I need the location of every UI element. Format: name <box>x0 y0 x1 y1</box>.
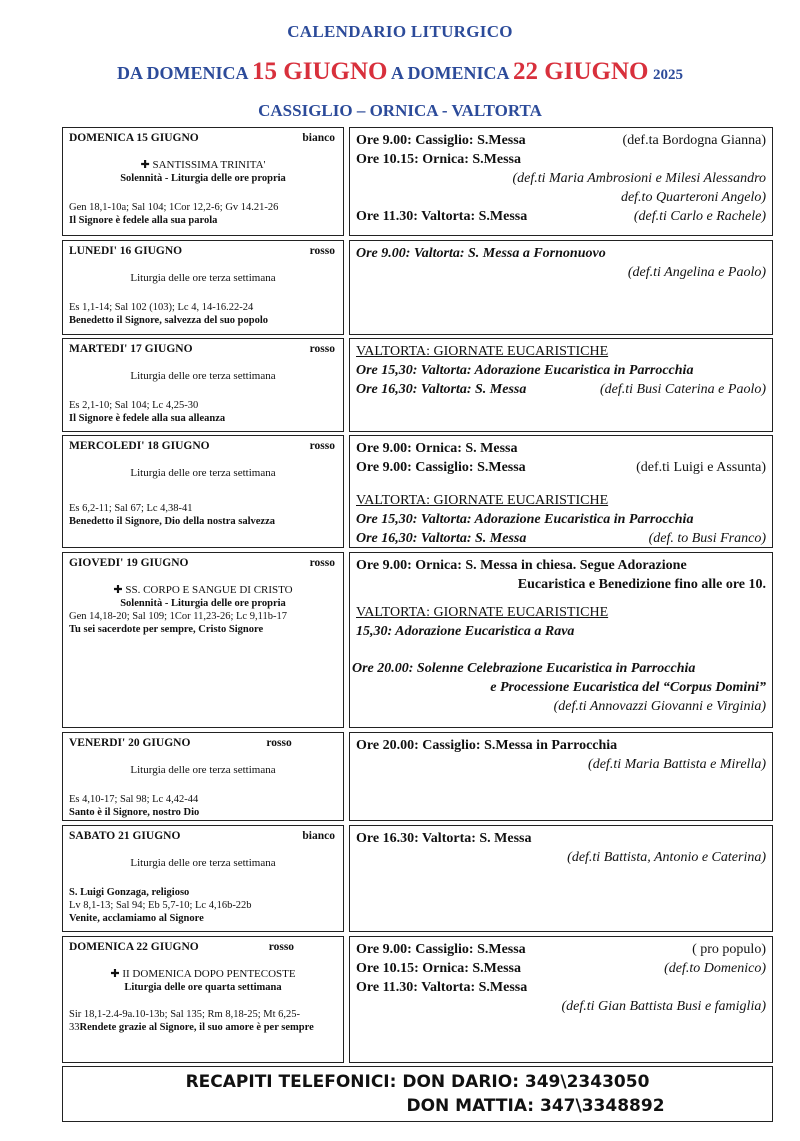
mass-time: Ore 9.00: Cassiglio: S.Messa <box>356 460 526 475</box>
psalm-response: Benedetto il Signore, Dio della nostra salvezza <box>69 516 275 527</box>
psalm-response: Benedetto il Signore, salvezza del suo popolo <box>69 315 269 326</box>
day-info-sun-22 <box>62 936 344 1063</box>
readings: Es 1,1-14; Sal 102 (103); Lc 4, 14-16.22-24 <box>69 302 254 313</box>
mass-note: (def.ti Battista, Antonio e Caterina) <box>567 850 766 865</box>
year: 2025 <box>652 67 683 83</box>
psalm-response: Il Signore è fedele alla sua alleanza <box>69 413 226 424</box>
day-info-mon-16 <box>62 240 344 335</box>
mass-time: Ore 9.00: Valtorta: S. Messa a Fornonuovo <box>356 246 606 261</box>
day-schedule-fri-20 <box>349 732 773 821</box>
readings: Es 4,10-17; Sal 98; Lc 4,42-44 <box>69 794 199 805</box>
day-schedule-sat-21 <box>349 825 773 932</box>
phone-contacts <box>62 1066 773 1122</box>
day-name: VENERDI' 20 GIUGNO <box>69 737 191 749</box>
section-heading: VALTORTA: GIORNATE EUCARISTICHE <box>356 493 609 508</box>
readings-cont: 33 <box>69 1022 80 1033</box>
contact-line-dario: RECAPITI TELEFONICI: DON DARIO: 349\2343050 <box>185 1072 650 1092</box>
liturgical-color: rosso <box>268 941 295 953</box>
mass-time: Ore 16,30: Valtorta: S. Messa <box>356 531 527 546</box>
section-heading: VALTORTA: GIORNATE EUCARISTICHE <box>356 605 609 620</box>
liturgical-color: rosso <box>309 557 335 569</box>
liturgical-color: rosso <box>309 245 335 257</box>
liturgy-hours: Liturgia delle ore terza settimana <box>130 272 276 284</box>
mass-time: Ore 15,30: Valtorta: Adorazione Eucaristica in Parrocchia <box>356 512 694 527</box>
readings: Es 6,2-11; Sal 67; Lc 4,38-41 <box>69 503 193 514</box>
mass-time: Ore 11.30: Valtorta: S.Messa <box>356 209 528 224</box>
liturgical-color: rosso <box>309 343 335 355</box>
psalm-response: Il Signore è fedele alla sua parola <box>69 215 218 226</box>
mass-time: Ore 20.00: Cassiglio: S.Messa in Parrocchia <box>356 738 618 753</box>
mass-note: (def.ti Annovazzi Giovanni e Virginia) <box>553 699 766 714</box>
mass-time: Ore 16,30: Valtorta: S. Messa <box>356 382 527 397</box>
feast-subtitle: Liturgia delle ore quarta settimana <box>124 982 282 993</box>
page-title: CALENDARIO LITURGICO <box>287 22 513 41</box>
feast-subtitle: Solennità - Liturgia delle ore propria <box>120 598 286 609</box>
start-date: 15 GIUGNO <box>252 58 388 85</box>
mass-time: Ore 16.30: Valtorta: S. Messa <box>356 831 532 846</box>
day-info-fri-20 <box>62 732 344 821</box>
day-name: GIOVEDI' 19 GIUGNO <box>69 557 189 569</box>
day-schedule-thu-19 <box>349 552 773 728</box>
mass-time-cont: Eucaristica e Benedizione fino alle ore 10. <box>517 577 766 592</box>
procession: e Processione Eucaristica del “Corpus Domini” <box>490 680 766 695</box>
psalm-response: Tu sei sacerdote per sempre, Cristo Signore <box>69 624 264 635</box>
end-date: 22 GIUGNO <box>513 58 649 85</box>
mass-time: Ore 10.15: Ornica: S.Messa <box>356 961 521 976</box>
mass-note: (def.ti Busi Caterina e Paolo) <box>599 382 766 397</box>
mass-time: Ore 11.30: Valtorta: S.Messa <box>356 980 528 995</box>
feast-subtitle: Solennità - Liturgia delle ore propria <box>120 173 286 184</box>
mass-note: (def.ti Carlo e Rachele) <box>633 209 766 224</box>
mass-time: Ore 15,30: Valtorta: Adorazione Eucaristica in Parrocchia <box>356 363 694 378</box>
liturgy-hours: Liturgia delle ore terza settimana <box>130 370 276 382</box>
day-schedule-mon-16 <box>349 240 773 335</box>
mass-note: (def.ta Bordogna Gianna) <box>622 133 766 148</box>
mass-time: Ore 9.00: Cassiglio: S.Messa <box>356 133 526 148</box>
day-schedule-sun-22 <box>349 936 773 1063</box>
day-info-wed-18 <box>62 435 344 548</box>
day-name: DOMENICA 22 GIUGNO <box>69 941 199 953</box>
mass-note: (def.ti Gian Battista Busi e famiglia) <box>561 999 766 1014</box>
from-label: DA DOMENICA <box>117 63 248 83</box>
liturgy-hours: Liturgia delle ore terza settimana <box>130 467 276 479</box>
contact-line-mattia: DON MATTIA: 347\3348892 <box>406 1096 665 1116</box>
feast-title: ✚ II DOMENICA DOPO PENTECOSTE <box>110 968 296 980</box>
day-schedule-sun-15 <box>349 127 773 236</box>
readings: Es 2,1-10; Sal 104; Lc 4,25-30 <box>69 400 199 411</box>
section-heading: VALTORTA: GIORNATE EUCARISTICHE <box>356 344 609 359</box>
liturgical-color: rosso <box>266 737 292 749</box>
feast-title: ✚ SANTISSIMA TRINITA' <box>140 159 266 171</box>
day-name: LUNEDI' 16 GIUGNO <box>69 245 183 257</box>
day-name: MERCOLEDI' 18 GIUGNO <box>69 440 210 452</box>
liturgical-color: bianco <box>302 830 335 842</box>
saint-of-day: S. Luigi Gonzaga, religioso <box>69 887 190 898</box>
day-schedule-tue-17 <box>349 338 773 432</box>
day-info-sun-15 <box>62 127 344 236</box>
liturgy-hours: Liturgia delle ore terza settimana <box>130 857 276 869</box>
liturgical-color: rosso <box>309 440 335 452</box>
day-schedule-wed-18 <box>349 435 773 548</box>
mass-note: (def.ti Angelina e Paolo) <box>627 265 766 280</box>
day-name: DOMENICA 15 GIUGNO <box>69 132 199 144</box>
mass-note: ( pro populo) <box>692 942 766 957</box>
mass-note: (def.to Domenico) <box>664 961 766 976</box>
readings: Gen 18,1-10a; Sal 104; 1Cor 12,2-6; Gv 14.21-26 <box>69 202 279 213</box>
liturgy-hours: Liturgia delle ore terza settimana <box>130 764 276 776</box>
day-name: SABATO 21 GIUGNO <box>69 830 181 842</box>
mass-note: def.to Quarteroni Angelo) <box>620 190 766 205</box>
mass-note: (def.ti Maria Ambrosioni e Milesi Alessandro <box>512 171 766 186</box>
day-info-tue-17 <box>62 338 344 432</box>
mass-note: (def.ti Maria Battista e Mirella) <box>588 757 766 772</box>
day-info-sat-21 <box>62 825 344 932</box>
mass-time: Ore 9.00: Cassiglio: S.Messa <box>356 942 526 957</box>
liturgical-color: bianco <box>302 132 335 144</box>
psalm-response: Rendete grazie al Signore, il suo amore è per sempre <box>79 1022 314 1033</box>
celebration-time: Ore 20.00: Solenne Celebrazione Eucaristica in Parrocchia <box>352 661 696 676</box>
readings: Gen 14,18-20; Sal 109; 1Cor 11,23-26; Lc 9,11b-17 <box>69 611 287 622</box>
mass-note: (def. to Busi Franco) <box>648 531 766 546</box>
mass-time: Ore 10.15: Ornica: S.Messa <box>356 152 521 167</box>
mass-time: Ore 9.00: Ornica: S. Messa <box>356 441 518 456</box>
day-name: MARTEDI' 17 GIUGNO <box>69 343 193 355</box>
psalm-response: Venite, acclamiamo al Signore <box>69 913 204 924</box>
to-label: A DOMENICA <box>391 63 509 83</box>
readings: Sir 18,1-2.4-9a.10-13b; Sal 135; Rm 8,18-25; Mt 6,25- <box>69 1009 300 1020</box>
feast-title: ✚ SS. CORPO E SANGUE DI CRISTO <box>113 584 293 596</box>
date-range <box>0 58 800 86</box>
day-info-thu-19 <box>62 552 344 728</box>
adoration-time: 15,30: Adorazione Eucaristica a Rava <box>356 624 575 639</box>
mass-time: Ore 9.00: Ornica: S. Messa in chiesa. Segue Adorazione <box>356 558 687 573</box>
mass-note: (def.ti Luigi e Assunta) <box>636 460 766 475</box>
readings: Lv 8,1-13; Sal 94; Eb 5,7-10; Lc 4,16b-22b <box>69 900 252 911</box>
places-subtitle: CASSIGLIO – ORNICA - VALTORTA <box>258 101 542 120</box>
psalm-response: Santo è il Signore, nostro Dio <box>69 807 200 818</box>
